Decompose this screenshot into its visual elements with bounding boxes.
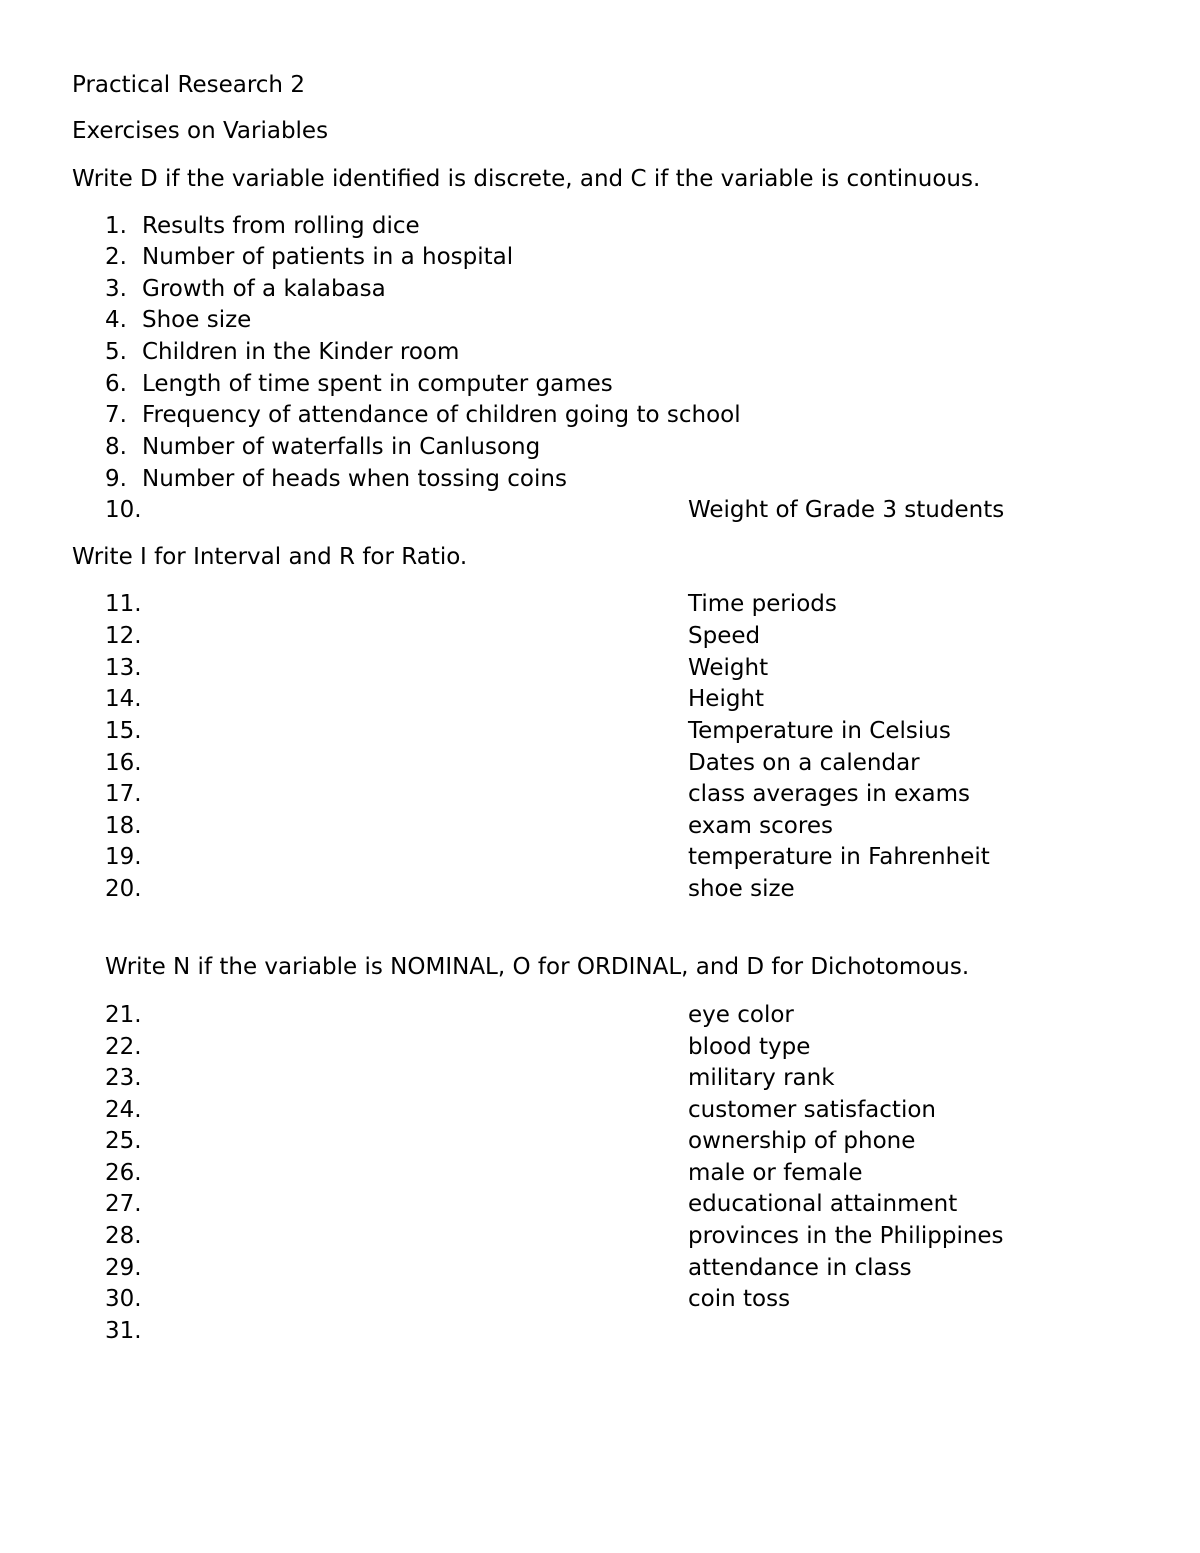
item-text: class averages in exams: [688, 781, 970, 807]
item-number: 11.: [105, 591, 142, 617]
item-number: 24.: [105, 1097, 142, 1123]
item-number: 27.: [105, 1191, 142, 1217]
item-text: shoe size: [688, 876, 795, 902]
doc-subtitle: Exercises on Variables: [72, 118, 329, 144]
item-number: 2.: [105, 244, 127, 270]
item-text: Growth of a kalabasa: [142, 276, 386, 302]
item-number: 1.: [105, 213, 127, 239]
item-text: Children in the Kinder room: [142, 339, 460, 365]
item-number: 13.: [105, 655, 142, 681]
item-text: attendance in class: [688, 1255, 912, 1281]
section2-instruction: Write I for Interval and R for Ratio.: [72, 544, 468, 570]
item-text: Shoe size: [142, 307, 252, 333]
item-number: 20.: [105, 876, 142, 902]
item-number: 31.: [105, 1318, 142, 1344]
item-text: temperature in Fahrenheit: [688, 844, 990, 870]
item-text: Results from rolling dice: [142, 213, 420, 239]
section1-instruction: Write D if the variable identified is discrete, and C if the variable is continuous.: [72, 166, 981, 192]
item-number: 19.: [105, 844, 142, 870]
doc-title: Practical Research 2: [72, 72, 305, 98]
item-text: Weight: [688, 655, 769, 681]
item-number: 4.: [105, 307, 127, 333]
item-number: 21.: [105, 1002, 142, 1028]
section3-instruction: Write N if the variable is NOMINAL, O for ORDINAL, and D for Dichotomous.: [105, 954, 970, 980]
item-text: Weight of Grade 3 students: [688, 497, 1005, 523]
item-text: Number of heads when tossing coins: [142, 466, 567, 492]
item-number: 28.: [105, 1223, 142, 1249]
item-text: ownership of phone: [688, 1128, 916, 1154]
item-number: 17.: [105, 781, 142, 807]
item-text: Number of waterfalls in Canlusong: [142, 434, 541, 460]
item-number: 6.: [105, 371, 127, 397]
item-number: 14.: [105, 686, 142, 712]
item-text: Speed: [688, 623, 761, 649]
item-text: Length of time spent in computer games: [142, 371, 613, 397]
item-text: blood type: [688, 1034, 811, 1060]
item-number: 15.: [105, 718, 142, 744]
item-number: 16.: [105, 750, 142, 776]
item-text: military rank: [688, 1065, 835, 1091]
item-text: Frequency of attendance of children going to school: [142, 402, 741, 428]
item-text: coin toss: [688, 1286, 791, 1312]
item-number: 23.: [105, 1065, 142, 1091]
item-number: 26.: [105, 1160, 142, 1186]
item-text: Height: [688, 686, 765, 712]
item-text: provinces in the Philippines: [688, 1223, 1004, 1249]
item-number: 25.: [105, 1128, 142, 1154]
item-text: customer satisfaction: [688, 1097, 936, 1123]
item-text: educational attainment: [688, 1191, 958, 1217]
item-number: 10.: [105, 497, 142, 523]
item-text: eye color: [688, 1002, 794, 1028]
item-number: 22.: [105, 1034, 142, 1060]
item-number: 9.: [105, 466, 127, 492]
item-number: 7.: [105, 402, 127, 428]
item-text: exam scores: [688, 813, 833, 839]
item-number: 5.: [105, 339, 127, 365]
item-text: Time periods: [688, 591, 837, 617]
item-text: Temperature in Celsius: [688, 718, 951, 744]
item-number: 3.: [105, 276, 127, 302]
item-number: 8.: [105, 434, 127, 460]
item-text: male or female: [688, 1160, 863, 1186]
item-number: 18.: [105, 813, 142, 839]
item-number: 30.: [105, 1286, 142, 1312]
item-text: Number of patients in a hospital: [142, 244, 514, 270]
item-number: 12.: [105, 623, 142, 649]
item-text: Dates on a calendar: [688, 750, 920, 776]
item-number: 29.: [105, 1255, 142, 1281]
